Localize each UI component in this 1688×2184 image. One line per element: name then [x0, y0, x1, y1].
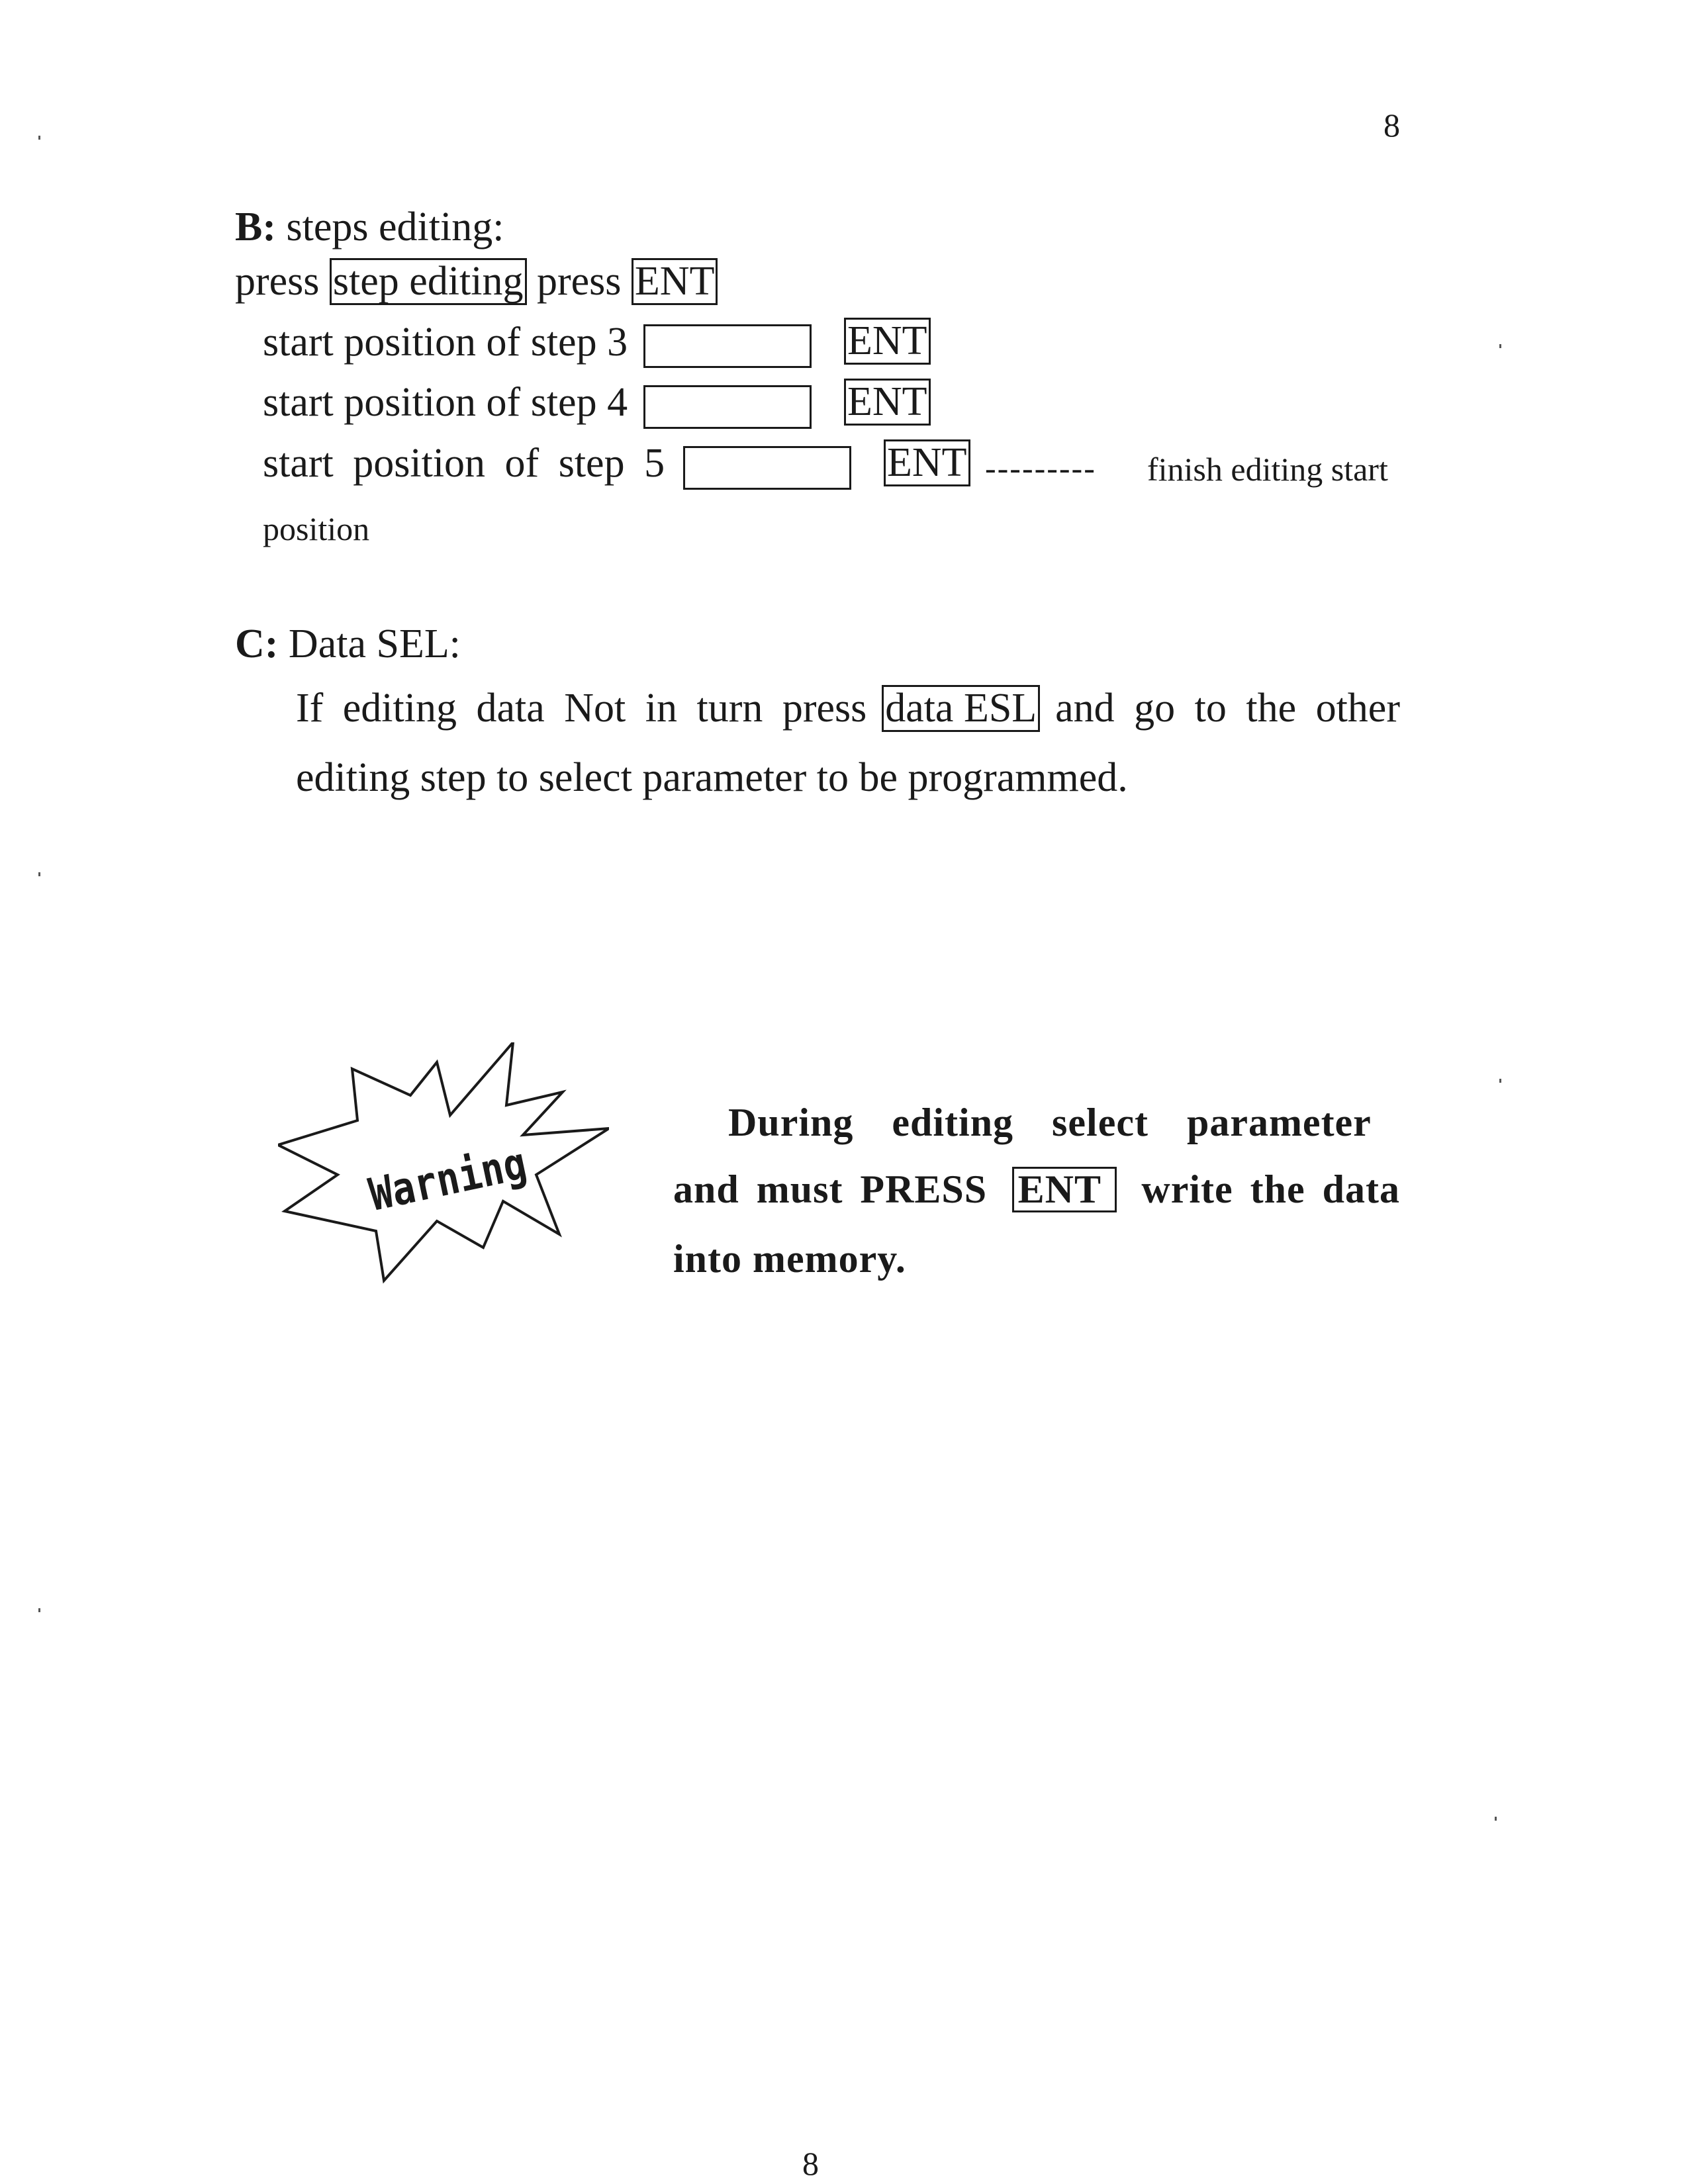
section-c-line-1-after: and go to the other — [1055, 686, 1400, 731]
press-text: press — [537, 259, 622, 304]
step-3-field[interactable] — [643, 324, 812, 368]
step-4-label: start position of step 4 — [263, 380, 628, 425]
step-5-ent-wrap — [884, 439, 970, 486]
warning-line-2-before: and must PRESS — [673, 1167, 988, 1211]
section-c-line-1 — [296, 685, 1400, 732]
step-4-field[interactable] — [643, 385, 812, 429]
warning-line-1 — [728, 1100, 1400, 1146]
warning-badge-text: Warning — [364, 1131, 561, 1222]
page-number-top: 8 — [1383, 107, 1400, 144]
section-b-heading — [235, 204, 504, 251]
step-5-note: finish editing start — [1147, 451, 1388, 488]
section-b-press-line — [235, 258, 718, 305]
step-5-dashes: --------- — [985, 449, 1096, 486]
step-5-label: start position of step 5 — [263, 441, 665, 486]
step-3-ent-wrap — [844, 318, 931, 365]
scan-speck — [38, 136, 40, 140]
press-text: press — [235, 259, 320, 304]
section-c-title: Data SEL: — [288, 621, 461, 666]
step-5-ent-key[interactable]: ENT — [884, 439, 970, 486]
step-editing-key[interactable]: step editing — [330, 258, 527, 305]
scan-speck — [1499, 1079, 1501, 1083]
step-4-ent-wrap — [844, 379, 931, 426]
step-3-ent-key[interactable]: ENT — [844, 318, 931, 365]
warning-starburst-icon — [278, 1042, 609, 1294]
step-5-note-continuation: position — [263, 510, 370, 547]
warning-line-2 — [673, 1167, 1400, 1212]
section-b-title: steps editing: — [286, 205, 504, 250]
warning-line-3: into memory. — [673, 1237, 906, 1281]
scan-speck — [1499, 344, 1501, 348]
data-esl-key[interactable]: data ESL — [882, 685, 1040, 732]
step-4-ent-key[interactable]: ENT — [844, 379, 931, 426]
warning-line-1-text: During editing select parameter — [728, 1101, 1372, 1144]
step-3-label: start position of step 3 — [263, 320, 628, 365]
scan-speck — [38, 872, 40, 876]
section-c-line-1-before: If editing data Not in turn press — [296, 686, 867, 731]
ent-key[interactable]: ENT — [632, 258, 718, 305]
section-c-heading — [235, 621, 461, 668]
warning-ent-key[interactable]: ENT — [1012, 1167, 1117, 1212]
step-5-field[interactable] — [683, 446, 851, 490]
scan-speck — [1495, 1817, 1497, 1821]
section-c-line-2: editing step to select parameter to be programmed. — [296, 755, 1128, 800]
warning-line-2-after: write the data — [1141, 1167, 1400, 1211]
page-number-bottom: 8 — [802, 2145, 819, 2182]
scan-speck — [38, 1608, 40, 1612]
section-c-label: C: — [235, 621, 279, 666]
section-b-label: B: — [235, 205, 276, 250]
